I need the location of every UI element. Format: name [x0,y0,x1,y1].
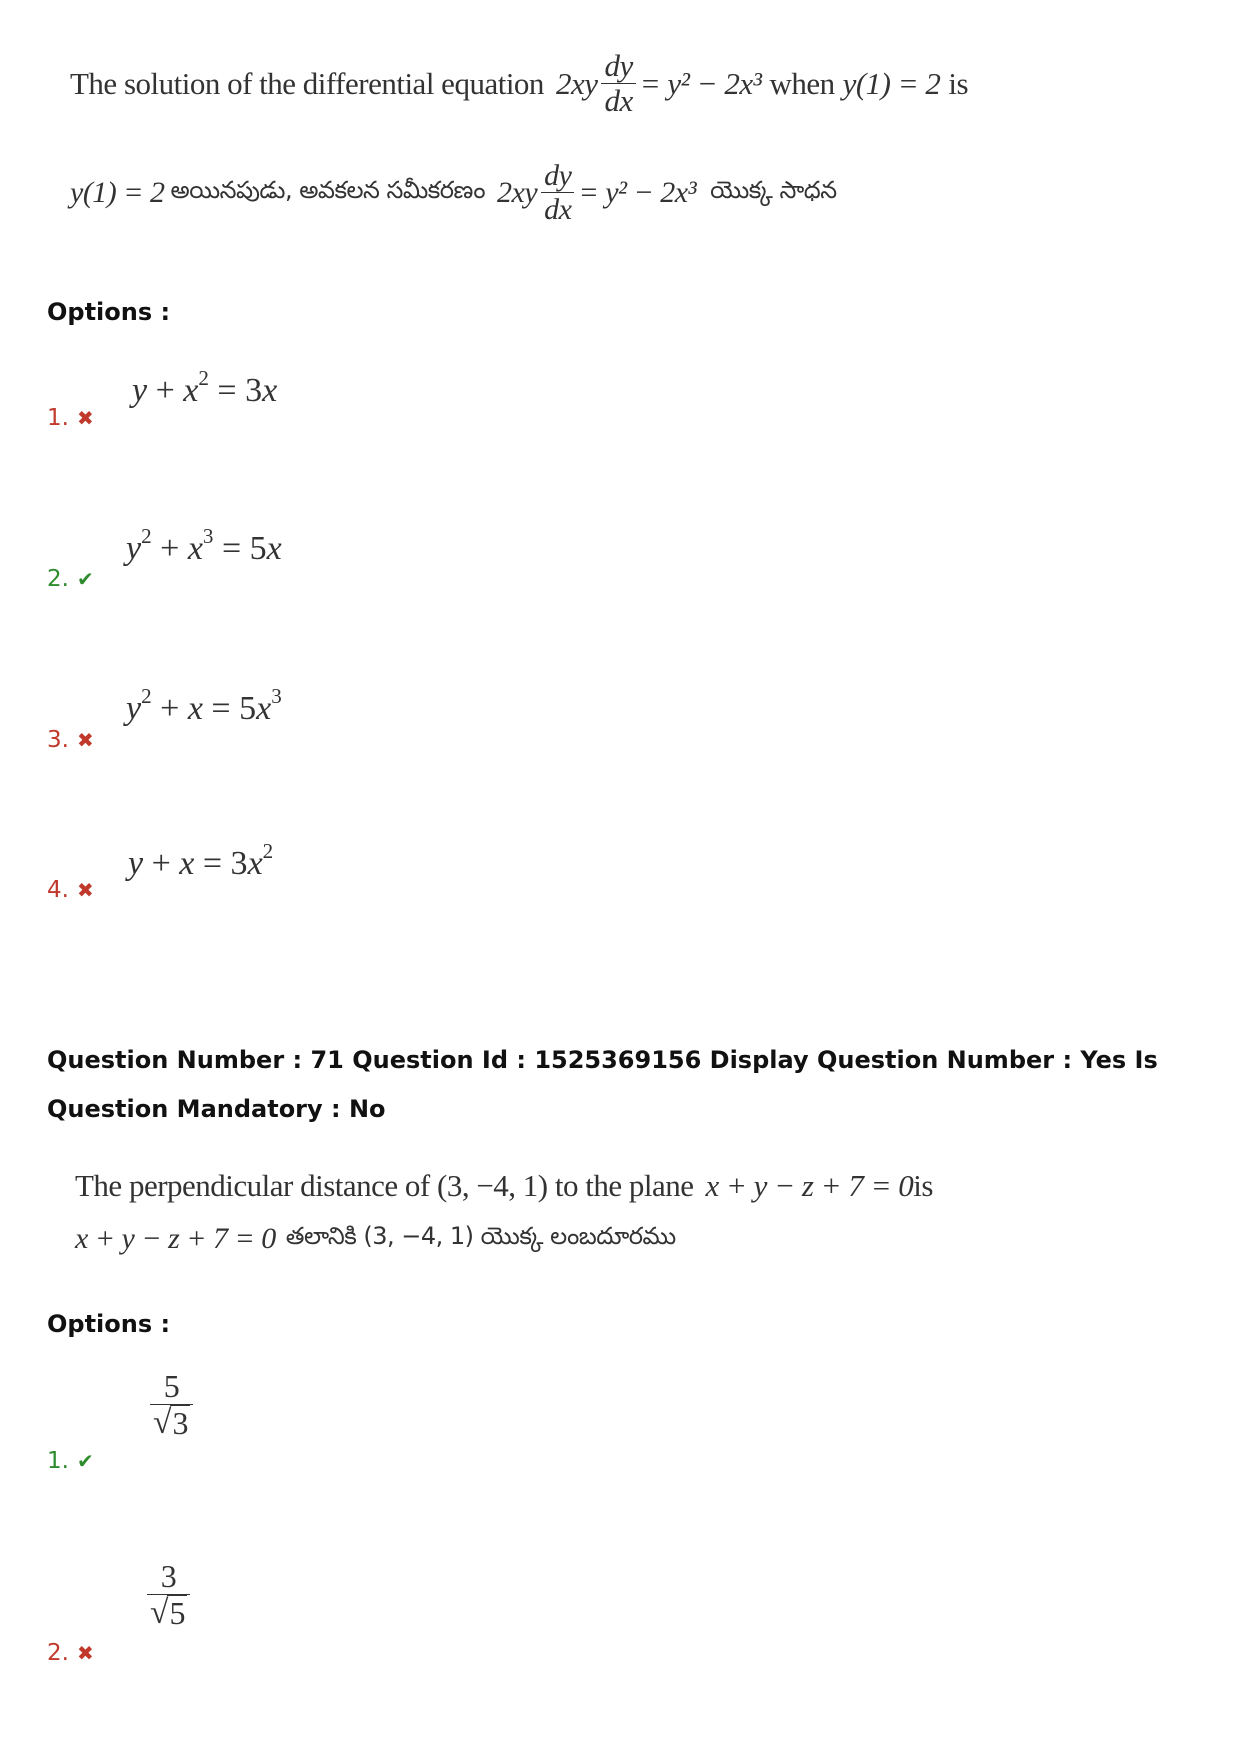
q71-option-2-numerator: 3 [160,1558,177,1594]
q71-option-1-label: 1. [47,1448,69,1474]
q70-en-condition: y(1) = 2 [842,65,941,101]
q70-option-4-number [47,877,94,903]
q71-option-1-math: 5 √ 3 [146,1370,197,1442]
q71-option-1-numerator: 5 [163,1368,180,1404]
cross-icon: ✖ [76,728,94,752]
check-icon: ✔ [76,567,94,591]
q70-option-1-math: $y + x^2 = 3x$ [132,366,278,409]
q70-te-frac-num: dy [544,159,572,192]
q71-en-is: is [913,1168,933,1203]
q71-option-1-number [47,1448,94,1474]
q70-en-lhs: 2xy [555,65,598,101]
q70-option-2-math: $y^2 + x^3 = 5x$ [126,524,282,567]
question-71-telugu [75,1222,676,1256]
q70-te-condition: y(1) = 2 [70,175,165,209]
q70-en-frac-num: dy [604,48,633,83]
q70-option-4-label: 4. [47,877,69,903]
q70-en-fraction [601,50,635,118]
q70-option-4-math: $y + x = 3x^2$ [128,839,274,882]
q70-en-is: is [948,65,969,101]
q70-option-1-number [47,405,94,431]
question-70-telugu [70,160,837,226]
q71-te-text: తలానికి (3, −4, 1) యొక్క లంబదూరము [285,1222,676,1250]
q70-te-rhs: = y² − 2x³ [578,175,697,209]
q71-option-2-number [47,1640,94,1666]
q70-option-3-number [47,727,94,753]
q70-te-frac-den: dx [541,192,574,226]
q70-te-fraction [541,160,574,226]
cross-icon: ✖ [76,406,94,430]
q70-option-1-label: 1. [47,405,69,431]
q70-option-2-label: 2. [47,566,69,592]
q70-option-2-number [47,566,94,592]
check-icon: ✔ [76,1449,94,1473]
q70-en-frac-den: dx [601,83,635,118]
q71-en-plane: x + y − z + 7 = 0 [705,1168,914,1203]
options-label-q71: Options : [47,1310,171,1338]
q70-en-when: when [769,65,835,101]
cross-icon: ✖ [76,878,94,902]
q70-te-lhs: 2xy [497,175,538,209]
question-71-meta: Question Number : 71 Question Id : 1525369156 Display Question Number : Yes Is Question Mandatory : No [47,1046,1158,1123]
q71-option-2-math: 3 √ 5 [143,1560,194,1632]
q70-en-text: The solution of the differential equation [70,65,544,101]
question-70-image [60,40,969,240]
q71-te-plane: x + y − z + 7 = 0 [75,1222,276,1255]
options-label-q70: Options : [47,298,171,326]
q71-option-1-denominator: 3 [172,1405,189,1442]
q70-en-rhs: = y² − 2x³ [639,65,762,101]
question-71-image [60,1160,960,1280]
q70-option-3-label: 3. [47,727,69,753]
q71-en-text: The perpendicular distance of (3, −4, 1) to the plane [75,1168,694,1203]
question-70-english [70,50,968,118]
q70-option-3-math: $y^2 + x = 5x^3$ [126,684,282,727]
q71-option-2-denominator: 5 [169,1595,186,1632]
q70-te-suffix: యొక్క సాధన [710,175,837,204]
q70-te-text: అయినపుడు, అవకలన సమీకరణం [170,175,486,204]
cross-icon: ✖ [76,1641,94,1665]
q71-option-2-label: 2. [47,1640,69,1666]
question-71-english [75,1168,933,1204]
